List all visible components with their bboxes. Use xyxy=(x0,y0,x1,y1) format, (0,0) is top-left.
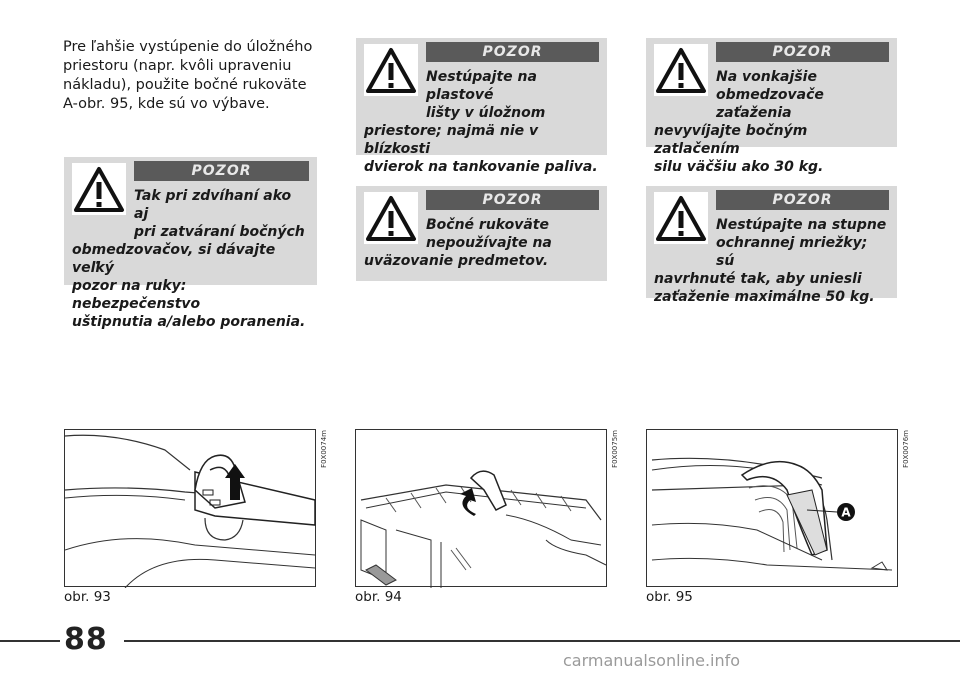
warning-triangle-icon xyxy=(654,44,708,96)
figure-94-illustration xyxy=(355,429,607,587)
warning-box-plastic-strips xyxy=(356,38,607,175)
warning-box-load-limiters xyxy=(646,38,897,175)
warning-box-side-handles xyxy=(356,186,607,281)
roof-rails-illustration xyxy=(356,430,608,588)
warning-triangle-icon xyxy=(654,192,708,244)
footer-rule-right xyxy=(124,640,960,642)
page-number: 88 xyxy=(64,622,108,657)
intro-paragraph xyxy=(63,38,323,114)
warning-triangle-icon xyxy=(364,192,418,244)
warning-text: Nestúpajte na stupne ochrannej mriežky; sú navrhnuté tak, aby uniesli zaťaženie maximálne 50 kg. xyxy=(654,217,887,305)
warning-text: Bočné rukoväte nepoužívajte na uväzovanie predmetov. xyxy=(364,217,552,269)
warning-text: Tak pri zdvíhaní ako aj pri zatváraní bočných obmedzovačov, si dávajte veľký pozor na ruky: nebezpečenstvo uštipnutia a/alebo poranenia. xyxy=(72,188,306,330)
figure-95-illustration xyxy=(646,429,898,587)
figure-code: F0X0074m xyxy=(320,430,328,468)
intro-line: Pre ľahšie vystúpenie do úložného xyxy=(63,39,313,55)
warning-label: POZOR xyxy=(426,42,599,62)
figure-93-illustration xyxy=(64,429,316,587)
intro-line: priestoru (napr. kvôli upraveniu xyxy=(63,58,292,74)
footer-rule-left xyxy=(0,640,60,642)
figure-caption: obr. 94 xyxy=(355,589,402,605)
warning-triangle-icon xyxy=(72,163,126,215)
warning-label: POZOR xyxy=(426,190,599,210)
warning-label: POZOR xyxy=(134,161,309,181)
figure-code: F0X0075m xyxy=(611,430,619,468)
warning-label: POZOR xyxy=(716,190,889,210)
warning-text: Na vonkajšie obmedzovače zaťaženia nevyvíjajte bočným zatlačením silu väčšiu ako 30 kg. xyxy=(654,69,824,175)
figure-caption: obr. 93 xyxy=(64,589,111,605)
watermark: carmanualsonline.info xyxy=(563,651,741,670)
warning-label: POZOR xyxy=(716,42,889,62)
side-handle-illustration xyxy=(647,430,899,588)
intro-line: A-obr. 95, kde sú vo výbave. xyxy=(63,96,270,112)
warning-text: Nestúpajte na plastové lišty v úložnom priestore; najmä nie v blízkosti dvierok na tankovanie paliva. xyxy=(364,69,598,175)
figure-code: F0X0076m xyxy=(902,430,910,468)
callout-a: A xyxy=(841,505,851,520)
intro-line: nákladu), použite bočné rukoväte xyxy=(63,77,307,93)
warning-box-pinch-hazard xyxy=(64,157,317,330)
warning-triangle-icon xyxy=(364,44,418,96)
load-limiter-illustration xyxy=(65,430,317,588)
figure-caption: obr. 95 xyxy=(646,589,693,605)
warning-box-grille-steps xyxy=(646,186,897,305)
